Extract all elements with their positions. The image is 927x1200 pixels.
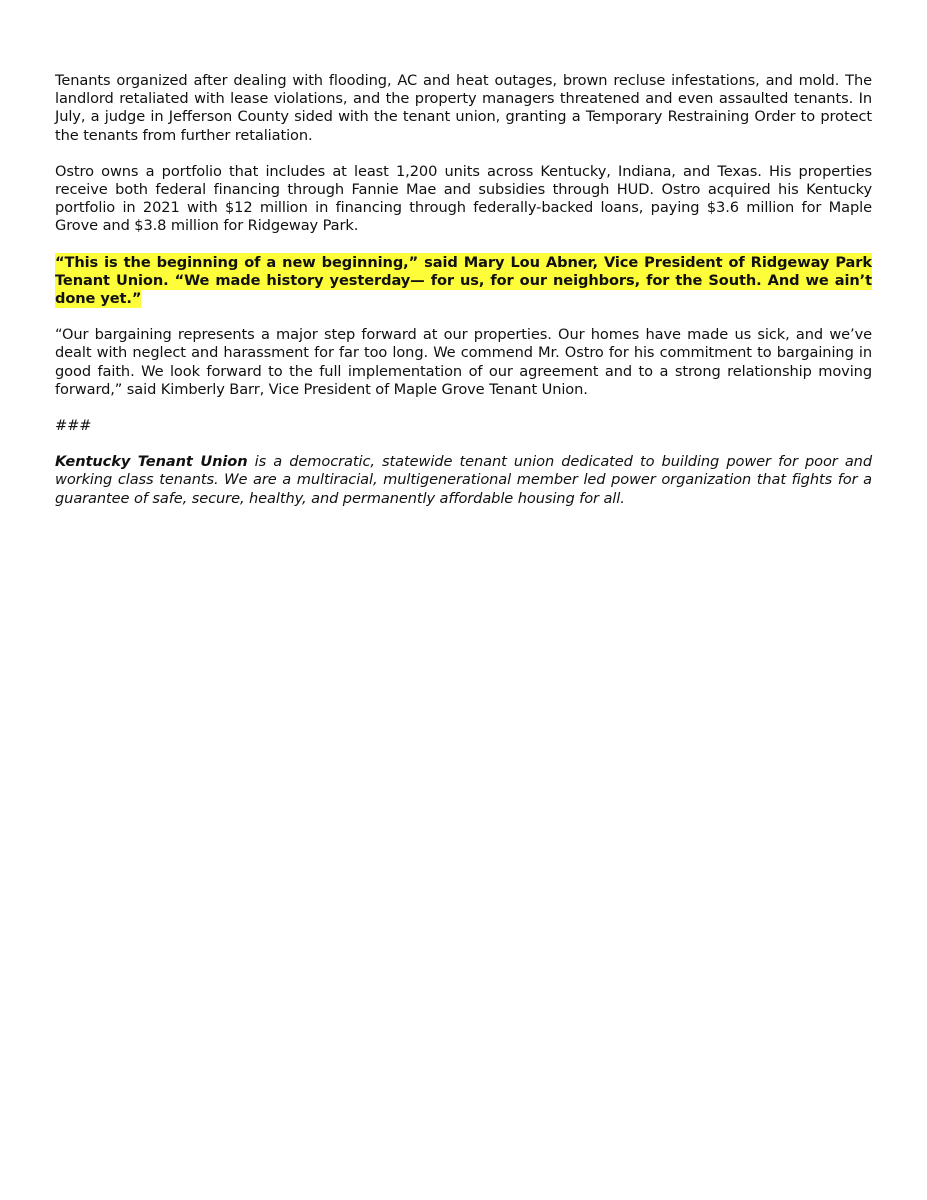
org-name: Kentucky Tenant Union — [55, 453, 248, 471]
highlighted-quote-paragraph — [55, 254, 872, 309]
paragraph-kimberly-barr-quote: “Our bargaining represents a major step forward at our properties. Our homes have made us sick, and we’ve dealt with neglect and harassment for far too long. We commend Mr. Ostro for his commitment to bargaining in good faith. We look forward to the full implementation of our agreement and to a strong relationship moving forward,” said Kimberly Barr, Vice President of Maple Grove Tenant Union. — [55, 326, 872, 398]
press-release-body — [55, 72, 872, 526]
end-mark: ### — [55, 417, 92, 435]
highlighted-quote: “This is the beginning of a new beginning,” said Mary Lou Abner, Vice President of Ridgeway Park Tenant Union. “We made history yesterday— for us, for our neighbors, for the South. And we ain’t done yet.” — [55, 253, 872, 308]
boilerplate-paragraph — [55, 453, 872, 508]
paragraph-tenant-organizing: Tenants organized after dealing with flooding, AC and heat outages, brown recluse infestations, and mold. The landlord retaliated with lease violations, and the property managers threatened and even assaulted tenants. In July, a judge in Jefferson County sided with the tenant union, granting a Temporary Restraining Order to protect the tenants from further retaliation. — [55, 72, 872, 144]
paragraph-ostro-portfolio: Ostro owns a portfolio that includes at least 1,200 units across Kentucky, Indiana, and Texas. His properties receive both federal financing through Fannie Mae and subsidies through HUD. Ostro acquired his Kentucky portfolio in 2021 with $12 million in financing through federally-backed loans, paying $3.6 million for Maple Grove and $3.8 million for Ridgeway Park. — [55, 162, 872, 235]
boilerplate-text: is a democratic, statewide tenant union dedicated to building power for poor and working class tenants. We are a multiracial, multigenerational member led power organization that fights for a guarantee of safe, secure, healthy, and permanently affordable housing for all. — [55, 453, 872, 507]
